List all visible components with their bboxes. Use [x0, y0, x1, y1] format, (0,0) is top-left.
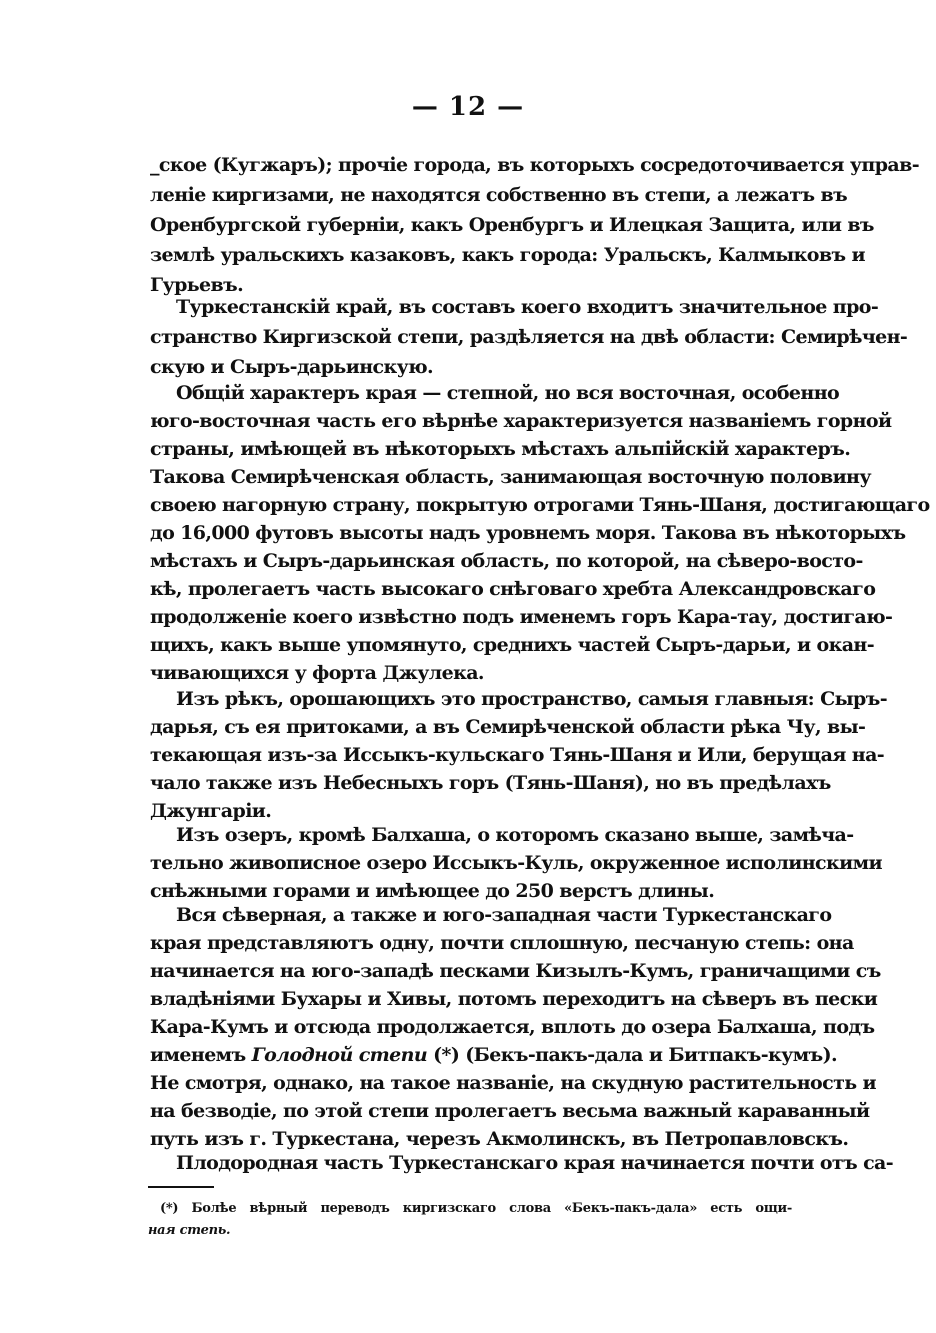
footnote-line: (*) Болѣе вѣрный переводъ киргизскаго слова «Бекъ-пакъ-дала» есть ощи-: [160, 1201, 792, 1216]
text-line: _ское (Кугжаръ); прочіе города, въ которыхъ сосредоточивается управ-: [150, 154, 919, 176]
text-line: кѣ, пролегаетъ часть высокаго снѣговаго хребта Александровскаго: [150, 578, 876, 600]
text-line: Вся сѣверная, а также и юго-западная части Туркестанскаго: [176, 904, 832, 926]
text-line: края представляютъ одну, почти сплошную, песчаную степь: она: [150, 932, 854, 954]
text-line: страны, имѣющей въ нѣкоторыхъ мѣстахъ альпійскій характеръ.: [150, 438, 851, 460]
text-line: Кара-Кумъ и отсюда продолжается, вплоть до озера Балхаша, подъ: [150, 1016, 875, 1038]
text-line: юго-восточная часть его вѣрнѣе характеризуется названіемъ горной: [150, 410, 892, 432]
emphasis-text: Голодной степи: [251, 1044, 428, 1066]
footnote-divider: [148, 1186, 214, 1188]
text-line: дарья, съ ея притоками, а въ Семирѣченской области рѣка Чу, вы-: [150, 716, 866, 738]
text-line: странство Киргизской степи, раздѣляется на двѣ области: Семирѣчен-: [150, 326, 908, 348]
text-line: [150, 1040, 838, 1070]
text-line: землѣ уральскихъ казаковъ, какъ города: Уральскъ, Калмыковъ и: [150, 244, 865, 266]
text-line: на безводіе, по этой степи пролегаетъ весьма важный караванный: [150, 1100, 870, 1122]
text-line: продолженіе коего извѣстно подъ именемъ горъ Кара-тау, достигаю-: [150, 606, 893, 628]
text-line: владѣніями Бухары и Хивы, потомъ переходитъ на сѣверъ въ пески: [150, 988, 878, 1010]
text-line: до 16,000 футовъ высоты надъ уровнемъ моря. Такова въ нѣкоторыхъ: [150, 522, 906, 544]
text-line: щихъ, какъ выше упомянуто, среднихъ частей Сыръ-дарьи, и окан-: [150, 634, 874, 656]
text-line: Общій характеръ края — степной, но вся восточная, особенно: [176, 382, 840, 404]
text-line: Плодородная часть Туркестанскаго края начинается почти отъ са-: [176, 1152, 894, 1174]
text-line: Туркестанскій край, въ составъ коего входитъ значительное про-: [176, 296, 879, 318]
text-line: чало также изъ Небесныхъ горъ (Тянь-Шаня), но въ предѣлахъ: [150, 772, 831, 794]
text-line: Изъ рѣкъ, орошающихъ это пространство, самыя главныя: Сыръ-: [176, 688, 887, 710]
text-line: Гурьевъ.: [150, 274, 244, 296]
text-run: именемъ: [150, 1044, 252, 1066]
text-line: тельно живописное озеро Иссыкъ-Куль, окруженное исполинскими: [150, 852, 883, 874]
text-line: чивающихся у форта Джулека.: [150, 662, 484, 684]
text-line: скую и Сыръ-дарьинскую.: [150, 356, 434, 378]
text-line: начинается на юго-западѣ песками Кизылъ-Кумъ, граничащими съ: [150, 960, 881, 982]
text-line: Джунгаріи.: [150, 800, 272, 822]
text-run: (*) (Бекъ-пакъ-дала и Битпакъ-кумъ).: [427, 1044, 838, 1066]
text-line: Не смотря, однако, на такое названіе, на скудную растительность и: [150, 1072, 877, 1094]
footnote-line: ная степь.: [148, 1223, 231, 1238]
text-line: леніе киргизами, не находятся собственно въ степи, а лежатъ въ: [150, 184, 848, 206]
text-line: своею нагорную страну, покрытую отрогами Тянь-Шаня, достигающаго: [150, 494, 930, 516]
text-line: Такова Семирѣченская область, занимающая восточную половину: [150, 466, 871, 488]
text-line: текающая изъ-за Иссыкъ-кульскаго Тянь-Шаня и Или, берущая на-: [150, 744, 885, 766]
page-number: — 12 —: [411, 92, 525, 122]
text-line: снѣжными горами и имѣющее до 250 верстъ длины.: [150, 880, 715, 902]
text-line: Изъ озеръ, кромѣ Балхаша, о которомъ сказано выше, замѣча-: [176, 824, 854, 846]
text-line: мѣстахъ и Сыръ-дарьинская область, по которой, на сѣверо-восто-: [150, 550, 863, 572]
text-line: путь изъ г. Туркестана, черезъ Акмолинскъ, въ Петропавловскъ.: [150, 1128, 849, 1150]
text-line: Оренбургской губерніи, какъ Оренбургъ и Илецкая Защита, или въ: [150, 214, 874, 236]
